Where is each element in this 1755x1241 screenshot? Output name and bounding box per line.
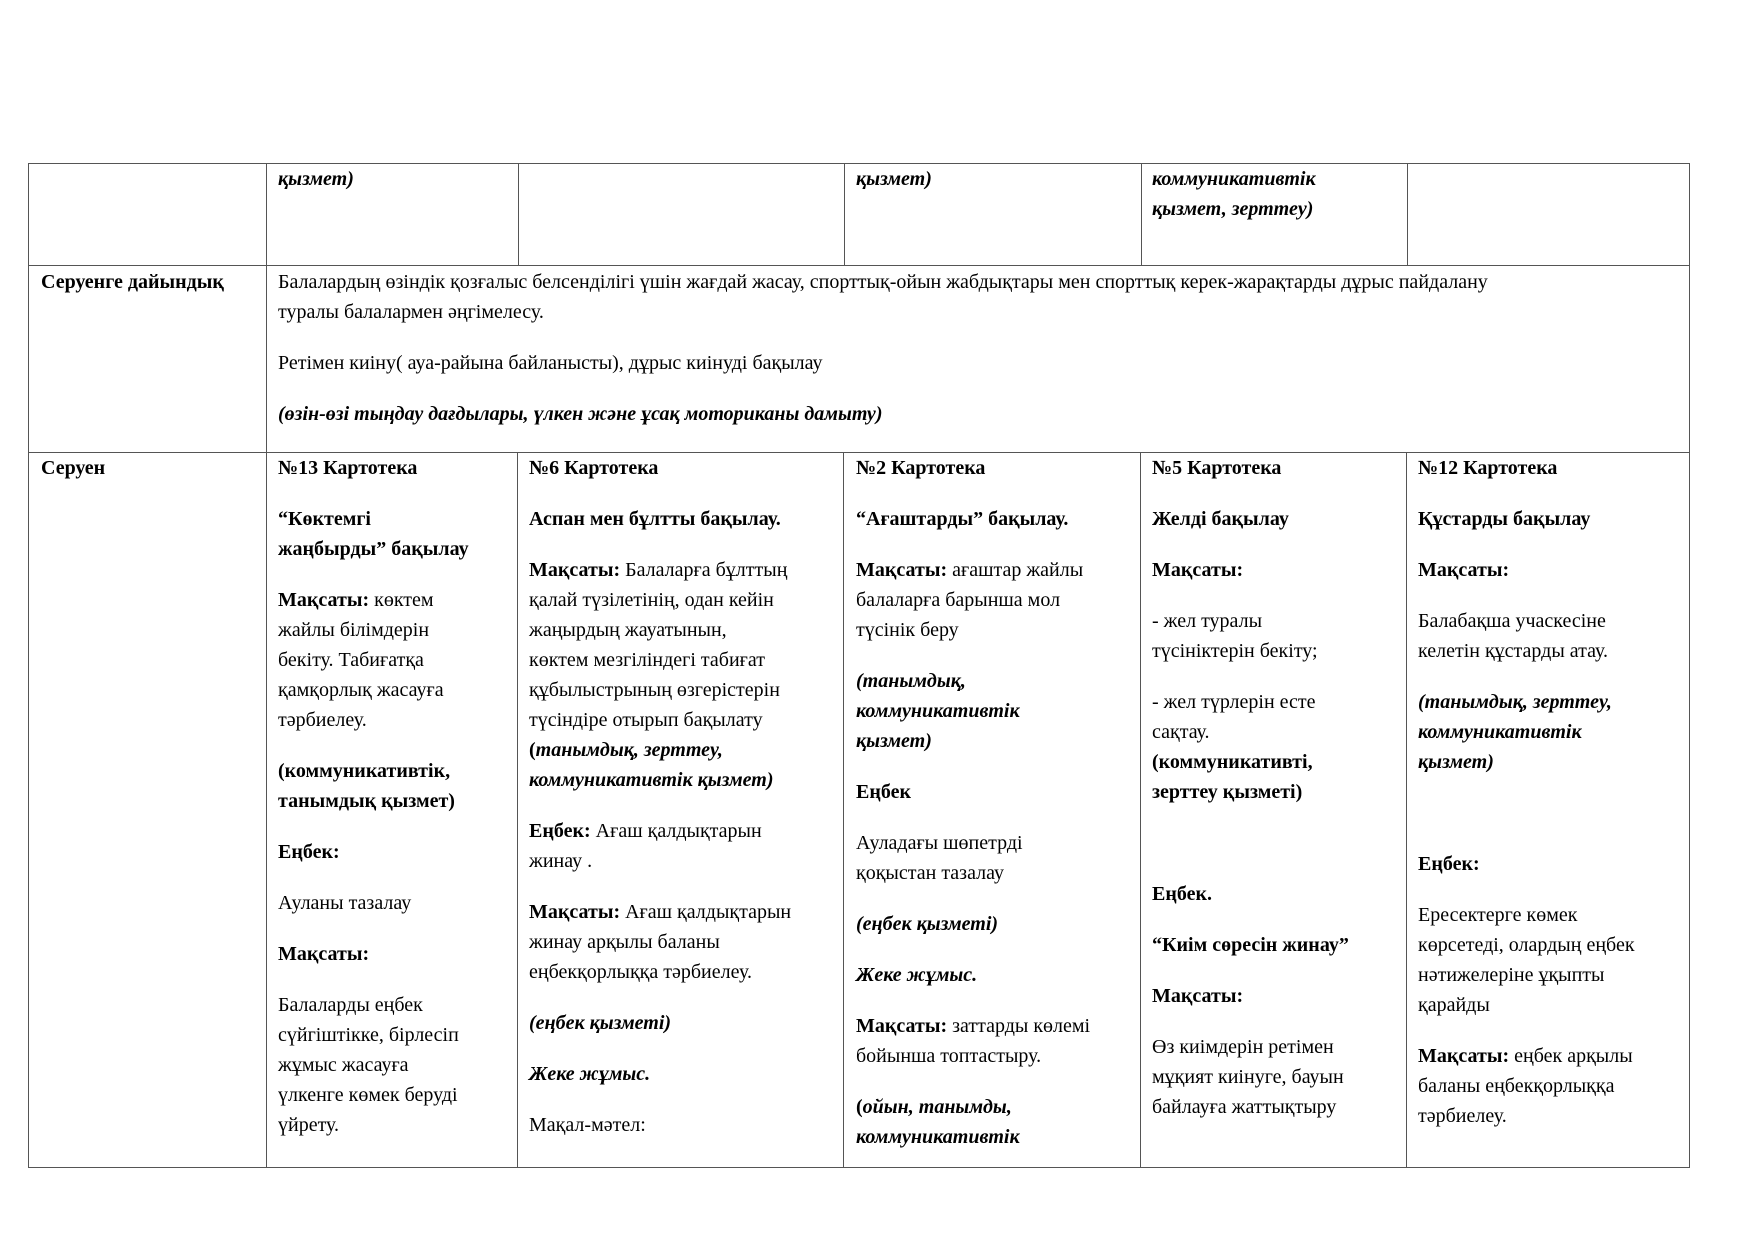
- work-text: “Киім сөресін жинау”: [1152, 934, 1349, 956]
- text-line: түсініктерін бекіту;: [1152, 640, 1318, 662]
- text-line: Өз киімдерін ретімен: [1152, 1036, 1334, 1058]
- activity-type: (танымдық,: [856, 670, 966, 692]
- activity-type: зерттеу қызметі): [1152, 781, 1303, 803]
- text-line: түсінік беру: [856, 619, 959, 641]
- goal-text: ағаштар жайлы: [947, 559, 1084, 581]
- row1-col5-text: [1152, 164, 1316, 224]
- card-subtitle: жаңбырды” бақылау: [278, 538, 469, 560]
- activity-type: (коммуникативті,: [1152, 751, 1313, 773]
- row3-label: Серуен: [41, 457, 106, 479]
- walk-col-1: [278, 453, 469, 1140]
- work-text: Ағаш қалдықтарын: [590, 820, 762, 842]
- activity-type: (танымдық, зерттеу,: [1418, 691, 1612, 713]
- text-line: түсіндіре отырып бақылату: [529, 709, 763, 731]
- text-line: жұмыс жасауға: [278, 1054, 409, 1076]
- table-border-right: [1689, 163, 1690, 1168]
- activity-type: танымдық, зерттеу,: [535, 739, 723, 761]
- row2-content: [278, 267, 1488, 429]
- column-divider: [844, 163, 845, 266]
- text-line: Ретімен киіну( ауа-райына байланысты), дұрыс киінуді бақылау: [278, 352, 823, 374]
- work-text: Ересектерге көмек: [1418, 904, 1578, 926]
- work-text: Ауланы тазалау: [278, 892, 412, 914]
- text-line: Балабақша учаскесіне: [1418, 610, 1606, 632]
- column-divider: [1406, 452, 1407, 1168]
- column-divider: [518, 163, 519, 266]
- card-title: №6 Картотека: [529, 457, 659, 479]
- goal-label: Мақсаты:: [278, 589, 370, 611]
- text-line: үлкенге көмек беруді: [278, 1084, 458, 1106]
- work-text: қарайды: [1418, 994, 1490, 1016]
- card-subtitle: Аспан мен бұлтты бақылау.: [529, 508, 781, 530]
- text-line: сақтау.: [1152, 721, 1210, 743]
- activity-type: (еңбек қызметі): [856, 913, 999, 935]
- card-title: №2 Картотека: [856, 457, 986, 479]
- card-subtitle: “Ағаштарды” бақылау.: [856, 508, 1069, 530]
- text-line: (өзін-өзі тыңдау дағдылары, үлкен және ұсақ моториканы дамыту): [278, 403, 883, 425]
- column-divider: [517, 452, 518, 1168]
- text-line: үйрету.: [278, 1114, 340, 1136]
- text-line: келетін құстарды атау.: [1418, 640, 1608, 662]
- activity-type: ойын, танымды,: [862, 1096, 1012, 1118]
- text-line: коммуникативтік: [1152, 168, 1316, 190]
- column-divider: [1141, 163, 1142, 266]
- activity-type: қызмет): [856, 730, 932, 752]
- text-line: сүйгіштікке, бірлесіп: [278, 1024, 459, 1046]
- row1-col2-text: [278, 164, 354, 194]
- activity-type: қызмет): [1418, 751, 1494, 773]
- card-title: №5 Картотека: [1152, 457, 1282, 479]
- goal-text: еңбек арқылы: [1509, 1045, 1633, 1067]
- goal-label: Мақсаты:: [1152, 559, 1244, 581]
- text-line: көктем мезгіліндегі табиғат: [529, 649, 765, 671]
- row-divider: [28, 265, 1689, 266]
- work-text: қоқыстан тазалау: [856, 862, 1004, 884]
- text-line: баланы еңбекқорлыққа: [1418, 1075, 1615, 1097]
- column-divider: [1140, 452, 1141, 1168]
- row2-label: Серуенге дайындық: [41, 271, 224, 293]
- walk-col-3: [856, 453, 1090, 1152]
- text-line: қызмет): [278, 168, 354, 190]
- work-label: Еңбек: [856, 781, 911, 803]
- text-line: мұқият киінуге, бауын: [1152, 1066, 1344, 1088]
- text-line: қызмет, зерттеу): [1152, 198, 1314, 220]
- text-line: байлауға жаттықтыру: [1152, 1096, 1337, 1118]
- work-label: Еңбек:: [278, 841, 340, 863]
- card-subtitle: Құстарды бақылау: [1418, 508, 1591, 530]
- work-text: нәтижелеріне ұқыпты: [1418, 964, 1605, 986]
- text-line: қамқорлық жасауға: [278, 679, 444, 701]
- card-subtitle: “Көктемгі: [278, 508, 371, 530]
- goal-text: заттарды көлемі: [947, 1015, 1091, 1037]
- text-line: қалай түзілетінің, одан кейін: [529, 589, 774, 611]
- activity-type: коммуникативтік: [1418, 721, 1582, 743]
- column-divider: [1407, 163, 1408, 266]
- text-line: жинау арқылы баланы: [529, 931, 720, 953]
- text-line: - жел туралы: [1152, 610, 1263, 632]
- text-line: Балаларды еңбек: [278, 994, 423, 1016]
- individual-work-label: Жеке жұмыс.: [856, 964, 978, 986]
- text-line: құбылыстрының өзгерістерін: [529, 679, 780, 701]
- paren: (: [529, 739, 536, 761]
- goal-label: Мақсаты:: [529, 901, 621, 923]
- row1-col4-text: [856, 164, 932, 194]
- goal-label: Мақсаты:: [1152, 985, 1244, 1007]
- column-divider: [843, 452, 844, 1168]
- goal-label: Мақсаты:: [278, 943, 370, 965]
- goal-label: Мақсаты:: [856, 1015, 948, 1037]
- goal-label: Мақсаты:: [856, 559, 948, 581]
- walk-col-2: [529, 453, 791, 1140]
- text-line: жаңырдың жауатынын,: [529, 619, 727, 641]
- activity-type: коммуникативтік: [856, 700, 1020, 722]
- goal-text: Балаларға бұлттың: [620, 559, 788, 581]
- work-label: Еңбек.: [1152, 883, 1212, 905]
- text-line: - жел түрлерін есте: [1152, 691, 1316, 713]
- table-border-bottom: [28, 1167, 1689, 1168]
- text-line: жинау .: [529, 850, 593, 872]
- text-line: туралы балалармен әңгімелесу.: [278, 301, 544, 323]
- text-line: Балалардың өзіндік қозғалыс белсенділігі үшін жағдай жасау, спорттық-ойын жабдықтары мен спорттық керек-жарақтарды дұрыс пайдалану: [278, 271, 1488, 293]
- column-divider: [266, 163, 267, 1168]
- goal-label: Мақсаты:: [529, 559, 621, 581]
- table-border-left: [28, 163, 29, 1168]
- paren: (: [856, 1096, 863, 1118]
- work-label: Еңбек:: [1418, 853, 1480, 875]
- walk-col-4: [1152, 453, 1349, 1122]
- goal-label: Мақсаты:: [1418, 1045, 1510, 1067]
- activity-type: танымдық қызмет): [278, 790, 455, 812]
- proverb-label: Мақал-мәтел:: [529, 1114, 646, 1136]
- card-title: №13 Картотека: [278, 457, 418, 479]
- text-line: жайлы білімдерін: [278, 619, 430, 641]
- goal-text: көктем: [369, 589, 434, 611]
- activity-type: коммуникативтік қызмет): [529, 769, 774, 791]
- text-line: қызмет): [856, 168, 932, 190]
- goal-text: Ағаш қалдықтарын: [620, 901, 792, 923]
- card-subtitle: Желді бақылау: [1152, 508, 1289, 530]
- text-line: бойынша топтастыру.: [856, 1045, 1042, 1067]
- walk-col-5: [1418, 453, 1635, 1131]
- work-text: Ауладағы шөпетрді: [856, 832, 1023, 854]
- work-text: көрсетеді, олардың еңбек: [1418, 934, 1635, 956]
- card-title: №12 Картотека: [1418, 457, 1558, 479]
- work-label: Еңбек:: [529, 820, 591, 842]
- text-line: балаларға барынша мол: [856, 589, 1061, 611]
- goal-label: Мақсаты:: [1418, 559, 1510, 581]
- individual-work-label: Жеке жұмыс.: [529, 1063, 651, 1085]
- text-line: тәрбиелеу.: [278, 709, 367, 731]
- activity-type: коммуникативтік: [856, 1126, 1020, 1148]
- text-line: бекіту. Табиғатқа: [278, 649, 424, 671]
- text-line: еңбекқорлыққа тәрбиелеу.: [529, 961, 752, 983]
- activity-type: (коммуникативтік,: [278, 760, 451, 782]
- activity-type: (еңбек қызметі): [529, 1012, 672, 1034]
- text-line: тәрбиелеу.: [1418, 1105, 1507, 1127]
